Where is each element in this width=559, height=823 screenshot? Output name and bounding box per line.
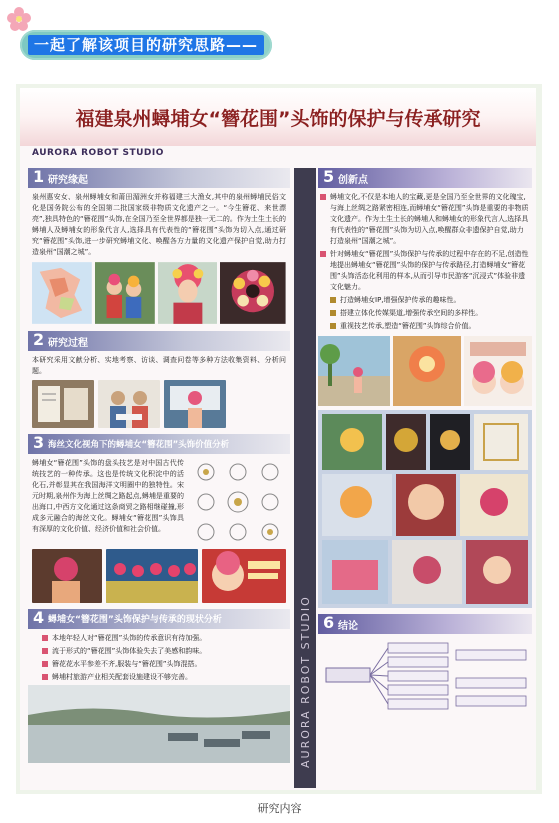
cartoon-ip-image bbox=[464, 336, 532, 406]
section-4-list bbox=[28, 633, 290, 683]
side-brand: AURORA ROBOT STUDIO bbox=[299, 595, 312, 768]
section-2-images bbox=[32, 380, 286, 428]
section-3-header bbox=[28, 434, 290, 454]
list-item: 本地年轻人对“簪花围”头饰的传承意识有待加强。 bbox=[42, 633, 276, 644]
map-image bbox=[32, 261, 92, 325]
cultural-products-collage bbox=[318, 410, 532, 608]
poster-right-column bbox=[318, 168, 532, 788]
interview-image bbox=[98, 380, 160, 428]
section-5-paragraph-2: 针对蟳埔女“簪花围”头饰保护与传承的过程中存在的不足,创造性地提出蟳埔女“簪花围”头饰的保护与传承路径,打造蟳埔女“簪花围”头饰活态化利用的样本,从而引导市民游客“沉浸式”体验非遗文化魅力。 bbox=[318, 249, 532, 293]
festival-photo-image bbox=[393, 336, 461, 406]
section-1-text: 泉州惠安女、泉州蟳埔女和莆田湄洲女并称福建三大渔女,其中的泉州蟳埔民俗文化是国务院公布的全国第二批国家级非物质文化遗产之一。“今生簪花、来世漂亮”,独具特色的“簪花围”头饰,在全国乃至全世界都是独一无二的。作为土生土长的蟳埔人及蟳埔女的形象代言人,选择具有代表性的“簪花围”头饰为切入点,通过研究“簪花围”头饰,进一步研究蟳埔文化、唤醒各方力量的文化遗产保护自觉,助力打造泉州“国潮之城”。 bbox=[32, 193, 286, 256]
craft-photo-image bbox=[32, 549, 102, 603]
section-5-header bbox=[318, 168, 532, 188]
section-3-body bbox=[28, 458, 290, 546]
list-item: 搭建立体化传媒渠道,增强传承空间的多样性。 bbox=[330, 308, 520, 319]
list-item: 打造蟳埔女IP,增强保护传承的趣味性。 bbox=[330, 295, 520, 306]
harbor-photo-image bbox=[28, 685, 290, 763]
cartoon-mascot-image bbox=[202, 549, 286, 603]
list-item: 簪花花水平参差不齐,服装与“簪花围”头饰混搭。 bbox=[42, 659, 276, 670]
poster-left-column bbox=[28, 168, 290, 788]
section-4-header bbox=[28, 609, 290, 629]
pattern-diagram bbox=[188, 458, 288, 546]
section-3-text: 蟳埔女“簪花围”头饰的盘头技艺是对中国古代传统技艺的一种传承。这也是传统文化积淀中的活化石,并彰显其在我国海洋文明圈中的独特性。宋元时期,泉州作为海上丝绸之路起点,蟳埔是重要的出海口,中西方文化通过这条商贸之路相继碰撞,形成多元融合的海丝文化。蟳埔女“簪花围”头饰具有深厚的文化价值、经济价值和社会价值。 bbox=[32, 459, 184, 533]
section-5-paragraph-1: 蟳埔文化,不仅是本地人的宝藏,更是全国乃至全世界的文化瑰宝,与海上丝绸之路紧密相连,而蟳埔女“簪花围”头饰是重要的非物质文化遗产。作为土生土长的蟳埔人和蟳埔女的形象代言人,选择具有代表性的“簪花围”头饰为切入点,唤醒群众非遗保护自觉,助力打造泉州“国潮之城”。 bbox=[318, 192, 532, 247]
street-photo-image bbox=[318, 336, 390, 406]
poster-header bbox=[20, 88, 536, 146]
section-5-images bbox=[318, 336, 532, 406]
photo-image bbox=[95, 261, 155, 325]
section-1-header bbox=[28, 168, 290, 188]
section-banner-title: 一起了解该项目的研究思路—— bbox=[28, 35, 264, 55]
section-6-header bbox=[318, 614, 532, 634]
section-4-number: 4 bbox=[33, 608, 45, 627]
section-3-images bbox=[32, 549, 286, 603]
section-3-title: 海丝文化视角下的蟳埔女“簪花围”头饰价值分析 bbox=[48, 440, 230, 450]
list-item: 重视技艺传承,塑造“簪花围”头饰综合价值。 bbox=[330, 321, 520, 332]
section-5-number: 5 bbox=[323, 167, 335, 186]
section-1-images bbox=[32, 261, 286, 325]
section-5-title: 创新点 bbox=[338, 175, 368, 186]
section-1-number: 1 bbox=[33, 167, 45, 186]
poster-title: 福建泉州蟳埔女“簪花围”头饰的保护与传承研究 bbox=[75, 108, 481, 130]
list-item: 流于形式的“簪花围”头饰体验失去了美感和韵味。 bbox=[42, 646, 276, 657]
section-5-list bbox=[318, 295, 532, 332]
fieldwork-image bbox=[164, 380, 226, 428]
conclusion-mindmap bbox=[318, 638, 532, 714]
poster-brand: AURORA ROBOT STUDIO bbox=[32, 148, 164, 158]
section-banner bbox=[20, 30, 272, 60]
section-2-text: 本研究采用文献分析、实地考察、访谈、调查问卷等多种方法收集资料、分析问题。 bbox=[32, 356, 286, 375]
portrait-image bbox=[158, 261, 218, 325]
section-2-number: 2 bbox=[33, 330, 45, 349]
section-2-title: 研究过程 bbox=[48, 338, 88, 349]
flower-icon bbox=[6, 6, 32, 32]
section-1-title: 研究缘起 bbox=[48, 175, 88, 186]
list-item: 蟳埔村旅游产业相关配套设施建设不够完善。 bbox=[42, 672, 276, 683]
image-caption: 研究内容 bbox=[257, 802, 302, 815]
section-2-header bbox=[28, 331, 290, 351]
research-poster bbox=[20, 88, 536, 790]
section-6-title: 结论 bbox=[338, 621, 358, 632]
document-image bbox=[32, 380, 94, 428]
parade-image bbox=[106, 549, 198, 603]
section-6-number: 6 bbox=[323, 613, 335, 632]
section-3-number: 3 bbox=[33, 433, 45, 452]
section-4-title: 蟳埔女“簪花围”头饰保护与传承的现状分析 bbox=[48, 615, 222, 625]
hair-ornament-image bbox=[220, 261, 286, 325]
